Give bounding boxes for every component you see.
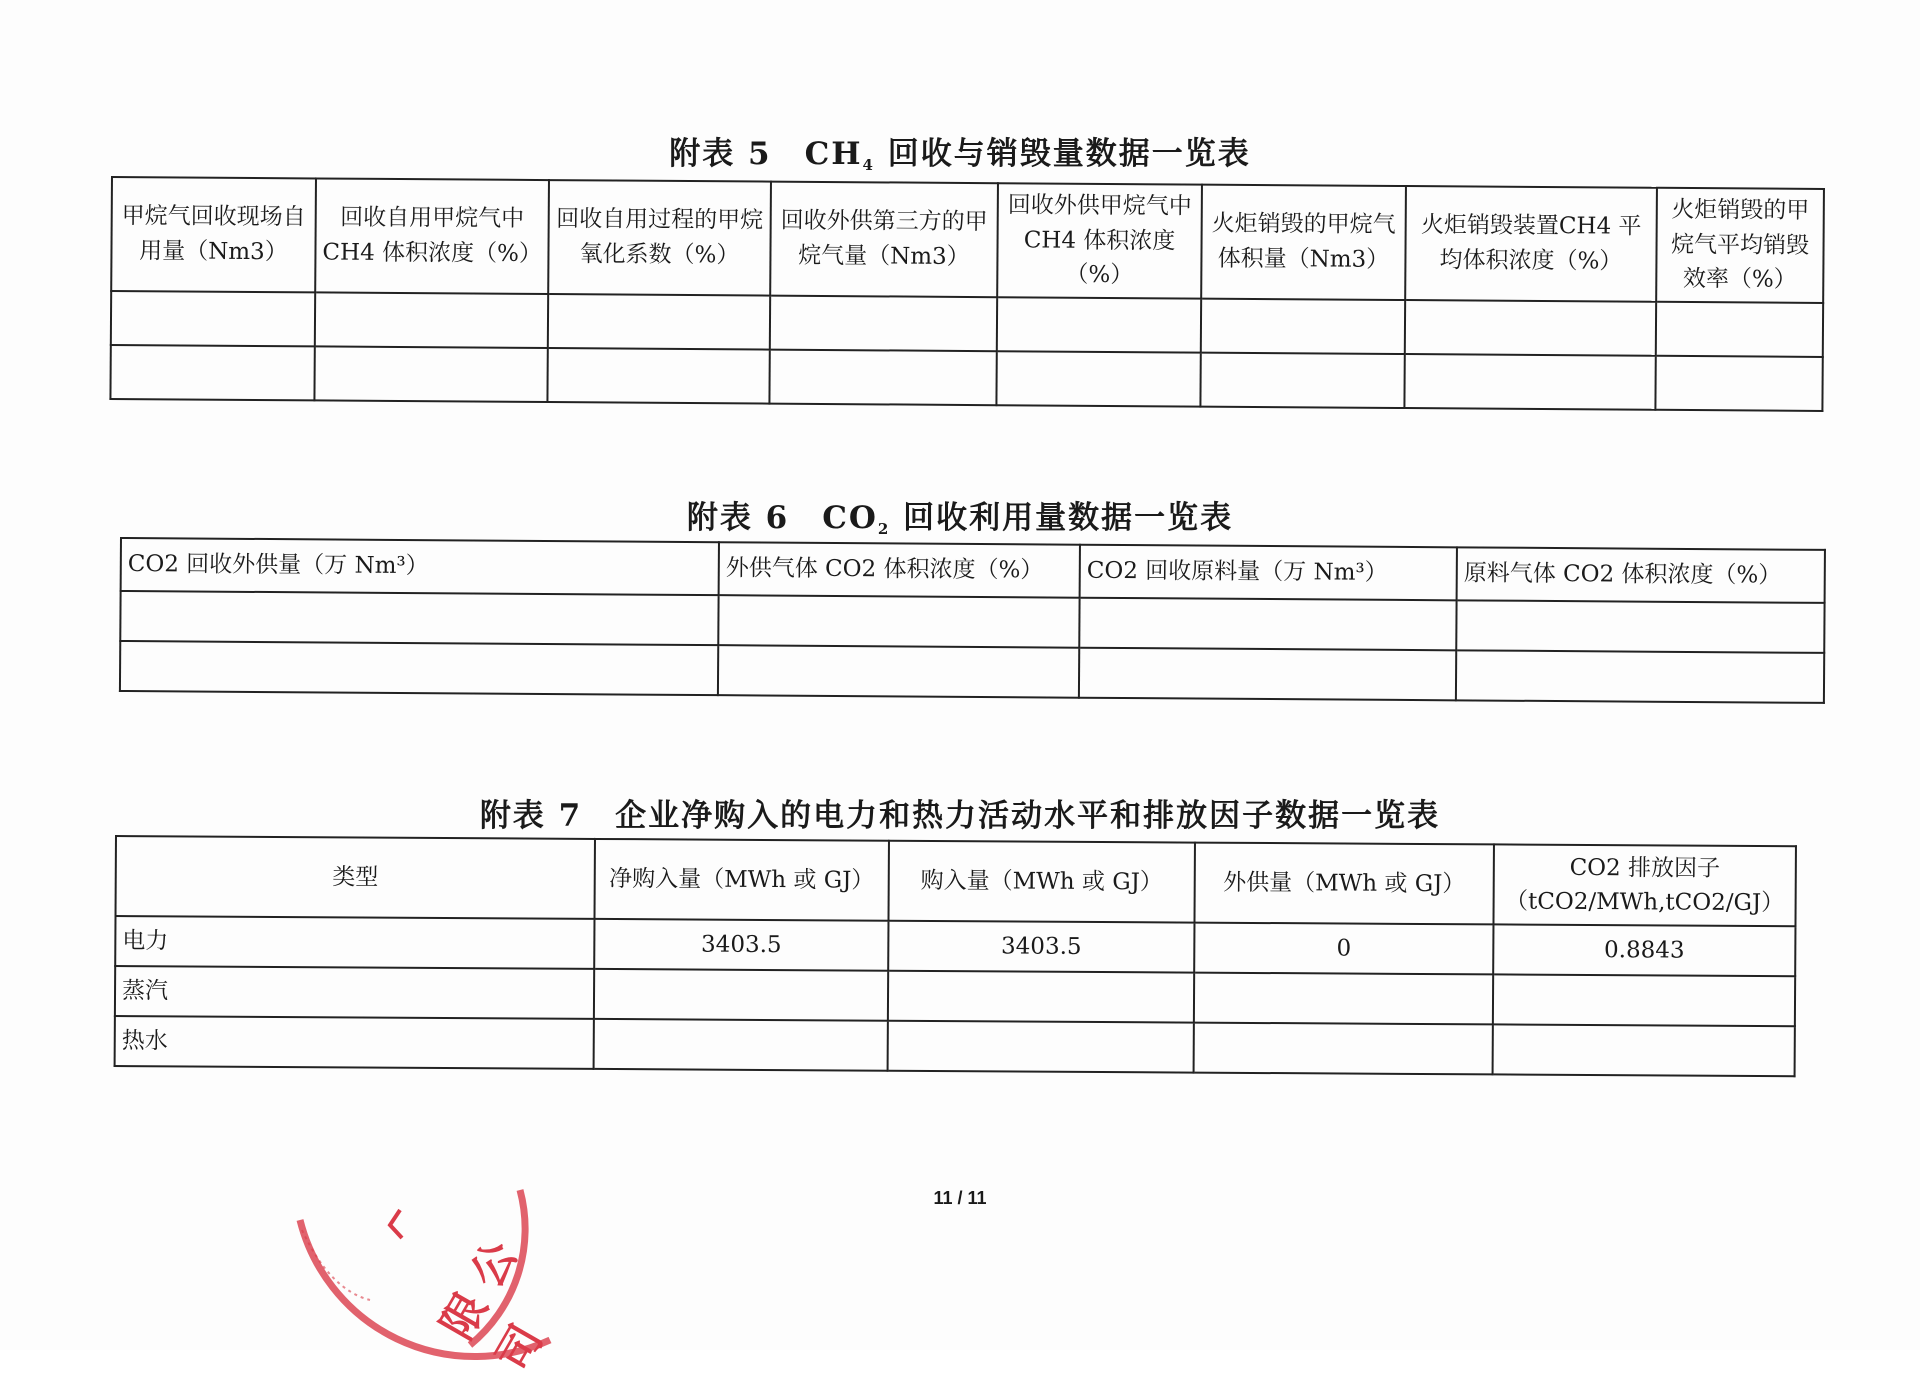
- table-cell: [1079, 598, 1456, 651]
- table-cell: [718, 645, 1079, 698]
- table-cell: [1493, 1024, 1795, 1076]
- table5-header-row: [111, 177, 1824, 302]
- table-cell: [1079, 648, 1456, 701]
- table5: [109, 176, 1825, 411]
- table-cell: [1456, 600, 1824, 653]
- table6-header-cell: CO2 回收外供量（万 Nm³）: [121, 538, 719, 595]
- table-cell: 0: [1194, 923, 1493, 975]
- seal-text: 限 公 司: [431, 1232, 554, 1380]
- table-cell: [1194, 1023, 1493, 1075]
- table5-header-cell: 回收自用甲烷气中CH4 体积浓度（%）: [315, 178, 549, 293]
- table-cell: [888, 971, 1194, 1023]
- table-cell: 热水: [115, 1016, 594, 1069]
- page-number: 11 / 11: [933, 1188, 987, 1208]
- table-cell: [1493, 974, 1795, 1026]
- table6: [119, 537, 1826, 704]
- table5-header-cell: 回收外供甲烷气中 CH4 体积浓度（%）: [997, 183, 1202, 298]
- table-cell: [547, 348, 769, 404]
- table5-title: 附表 5 $CH_4$ 回收与销毁量数据一览表: [669, 136, 1251, 174]
- table-cell: [888, 1021, 1194, 1073]
- table5-header-cell: 火炬销毁的甲烷气体积量（Nm3）: [1201, 185, 1406, 300]
- table-cell: [769, 349, 996, 405]
- table-cell: [594, 1019, 888, 1071]
- table5-header-cell: 火炬销毁的甲烷气平均销毁效率（%）: [1656, 188, 1824, 303]
- table6-header-cell: 外供气体 CO2 体积浓度（%）: [719, 542, 1080, 598]
- table-cell: [1201, 298, 1405, 353]
- table5-header-cell: 甲烷气回收现场自用量（Nm3）: [111, 177, 316, 292]
- table5-header-cell: 回收自用过程的甲烷氧化系数（%）: [548, 180, 771, 295]
- table5-header-cell: 回收外供第三方的甲烷气量（Nm3）: [770, 182, 998, 297]
- table7-header-cell: 购入量（MWh 或 GJ）: [888, 841, 1194, 923]
- table-cell: [120, 641, 718, 695]
- table-cell: 电力: [115, 916, 594, 969]
- table6-title: 附表 6 $CO_2$ 回收利用量数据一览表: [686, 500, 1234, 538]
- table7-header-row: [116, 836, 1796, 926]
- company-seal: [290, 1150, 590, 1380]
- table-cell: [1655, 355, 1822, 410]
- table7-title: 附表 7 企业净购入的电力和热力活动水平和排放因子数据一览表: [479, 798, 1441, 834]
- table7-header-cell: 净购入量（MWh 或 GJ）: [594, 839, 888, 921]
- table7-header-cell: CO2 排放因子（tCO2/MWh,tCO2/GJ）: [1493, 844, 1795, 926]
- table-cell: [1200, 352, 1404, 407]
- table7-header-cell: 类型: [116, 836, 595, 919]
- table-row: [115, 1016, 1795, 1076]
- table-cell: [1456, 650, 1824, 703]
- table-cell: [718, 595, 1079, 648]
- table7: [114, 835, 1797, 1077]
- table-cell: 蒸汽: [115, 966, 594, 1019]
- table-cell: [997, 297, 1201, 352]
- table-row: [110, 345, 1822, 411]
- table-cell: [1656, 301, 1823, 356]
- table-cell: [314, 346, 547, 402]
- table-row: [120, 641, 1824, 703]
- table-cell: [770, 295, 997, 351]
- table-cell: [111, 291, 315, 346]
- table-cell: [594, 969, 888, 1021]
- table-cell: 0.8843: [1493, 924, 1795, 976]
- table-cell: [1404, 354, 1655, 410]
- table6-header-cell: CO2 回收原料量（万 Nm³）: [1080, 545, 1457, 601]
- table-cell: [548, 294, 770, 350]
- table-cell: 3403.5: [888, 921, 1194, 973]
- table-cell: [110, 345, 314, 400]
- table6-header-cell: 原料气体 CO2 体积浓度（%）: [1457, 547, 1825, 603]
- table-cell: [1194, 973, 1493, 1025]
- table5-header-cell: 火炬销毁装置CH4 平均体积浓度（%）: [1405, 186, 1657, 301]
- table-cell: [315, 292, 548, 348]
- table7-header-cell: 外供量（MWh 或 GJ）: [1194, 843, 1493, 925]
- table-cell: 3403.5: [594, 919, 888, 971]
- table-cell: [120, 591, 718, 645]
- table-cell: [996, 351, 1200, 406]
- table-cell: [1405, 300, 1656, 356]
